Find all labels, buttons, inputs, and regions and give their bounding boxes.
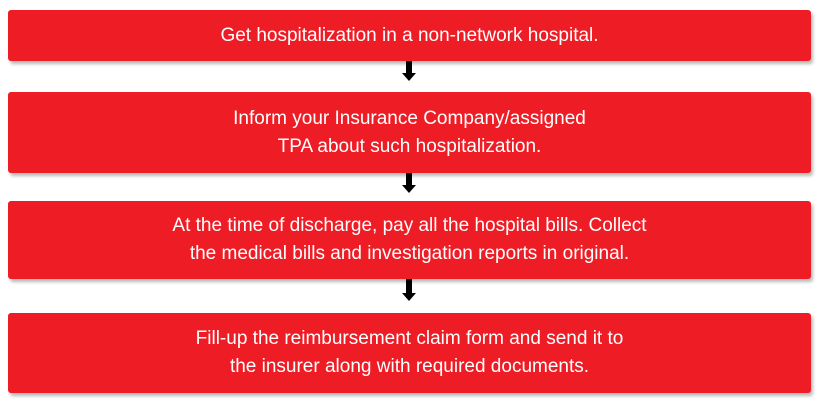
arrow-down-icon xyxy=(402,279,416,313)
step-2-line-2: TPA about such hospitalization. xyxy=(277,135,542,157)
step-3-line-1: At the time of discharge, pay all the hospital bills. Collect xyxy=(172,215,647,236)
step-box-2 xyxy=(8,92,811,173)
step-4-line-1: Fill-up the reimbursement claim form and send it to xyxy=(195,328,624,349)
step-4-line-2: the insurer along with required documents. xyxy=(229,356,590,377)
step-1-line-1: Get hospitalization in a non-network hospital. xyxy=(220,24,599,46)
arrow-down-icon xyxy=(402,173,416,201)
arrow-down-icon xyxy=(402,61,416,92)
step-box-1 xyxy=(8,10,811,61)
step-box-4 xyxy=(8,313,811,393)
step-3-line-2: the medical bills and investigation reports in original. xyxy=(189,243,630,264)
step-2-line-1: Inform your Insurance Company/assigned xyxy=(233,107,586,129)
step-box-3 xyxy=(8,201,811,279)
